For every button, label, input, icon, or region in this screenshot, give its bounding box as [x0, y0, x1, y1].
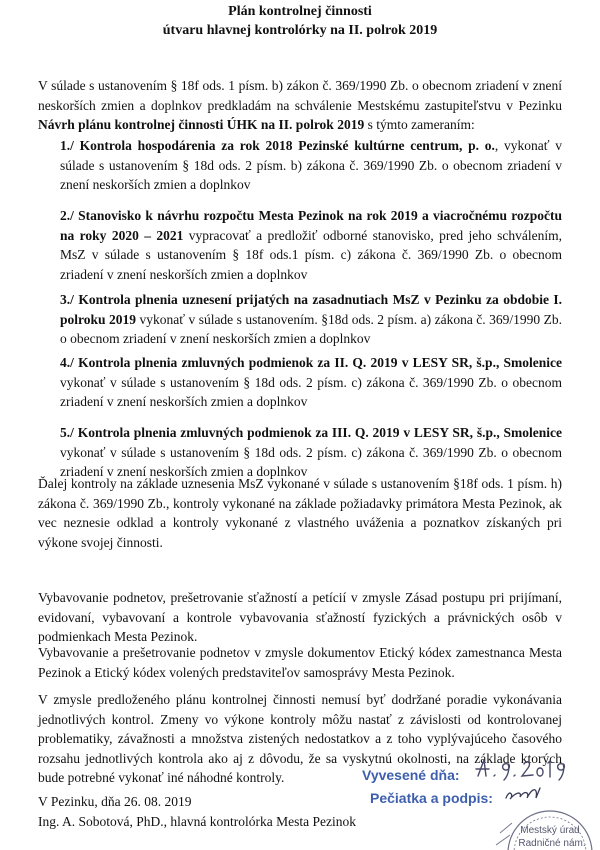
plan-item-3 [60, 290, 562, 349]
item-heading: Stanovisko k návrhu rozpočtu Mesta Pezinok na rok 2019 a viacročnému rozpočtu na roky 2020 – 2021 [60, 208, 562, 243]
document-title: Plán kontrolnej činnosti [228, 4, 372, 19]
plan-item-2 [60, 206, 562, 284]
plan-item-1 [60, 136, 562, 195]
item-text: vykonať v súlade s ustanovením § 18d ods. 2 písm. c) zákona č. 369/1990 Zb. o obecnom zriadení v znení neskorších zmien a doplnkov [60, 444, 562, 479]
intro-bold: Návrh plánu kontrolnej činnosti ÚHK na II. polrok 2019 [38, 117, 365, 132]
plan-item-4 [60, 353, 562, 412]
paragraph-additional-controls: Ďalej kontroly na základe uznesenia MsZ vykonané v súlade s ustanovením §18f ods. 1 písm. h) zákona č. 369/1990 Zb., kontroly vykonané na základe požiadavky primátora Mesta Pezinok, ak vec neznesie odklad a kontroly vykonané z vlastného uváženia a poznatkov získaných pri výkone svojej činnosti. [38, 476, 562, 550]
item-number: 3./ [60, 292, 74, 307]
paragraph-ethics: Vybavovanie a prešetrovanie podnetov v zmysle dokumentov Etický kódex zamestnanca Mesta Pezinok a Etický kódex volených predstaviteľov samosprávy Mesta Pezinok. [38, 645, 562, 680]
document-subtitle: útvaru hlavnej kontrolórky na II. polrok 2019 [162, 23, 438, 38]
plan-item-5 [60, 423, 562, 482]
item-heading: Kontrola plnenia zmluvných podmienok za II. Q. 2019 v LESY SR, š.p., Smolenice [78, 355, 562, 370]
item-heading: Kontrola plnenia uznesení prijatých na zasadnutiach MsZ v Pezinku za obdobie I. polroku 2019 [60, 292, 563, 327]
item-number: 2./ [60, 208, 74, 223]
intro-text: V súlade s ustanovením § 18f ods. 1 písm. b) zákon č. 369/1990 Zb. o obecnom zriadení v znení neskorších zmien a doplnkov predkladám na schválenie Mestskému zastupiteľstvu v Pezinku [38, 78, 562, 113]
office-stamp [490, 805, 600, 850]
item-heading: Kontrola plnenia zmluvných podmienok za III. Q. 2019 v LESY SR, š.p., Smolenice [77, 425, 563, 440]
place-date: V Pezinku, dňa 26. 08. 2019 [38, 794, 192, 809]
signatory: Ing. A. Sobotová, PhD., hlavná kontrolórka Mesta Pezinok [38, 814, 356, 829]
paragraph-order-note: V zmysle predloženého plánu kontrolnej činnosti nemusí byť dodržané poradie vykonávania jednotlivých kontrol. Zmeny vo výkone kontroly môžu nastať z závislosti od kontrolovanej problematiky, závažnosti a množstva zistených nedostatkov a z toho vyplývajúceho časového rozsahu jednotlivých kontrola ako aj z dôvodu, že sa vyskytnú okolnosti, na základe ktorých bude potrebné vykonať iné náhodné kontroly. [38, 692, 562, 785]
paragraph-complaints: Vybavovanie podnetov, prešetrovanie sťažností a petícií v zmysle Zásad postupu pri prijímaní, evidovaní, vybavovaní a kontrole vybavovania sťažností fyzických a právnických osôb v podmienkach Mesta Pezinok. [38, 590, 562, 644]
item-heading: Kontrola hospodárenia za rok 2018 Pezinské kultúrne centrum, p. o. [79, 138, 495, 153]
stamp-label: Pečiatka a podpis: [370, 790, 493, 806]
stamp-line-2: Radničné nám. [518, 838, 586, 849]
intro-end: s týmto zameraním: [364, 117, 475, 132]
item-text: vypracovať a predložiť odborné stanovisko, pred jeho schválením, MsZ v súlade s ustanovením § 18f ods.1 písm. c) zákona č. 369/1990 Zb. o obecnom zriadení v znení neskorších zmien a doplnkov [60, 227, 563, 282]
item-text: , vykonať v súlade s ustanovením § 18d ods. 2 písm. b) zákona č. 369/1990 Zb. o obecnom zriadení v znení neskorších zmien a doplnkov [60, 138, 563, 192]
item-number: 1./ [60, 138, 74, 153]
item-text: vykonať v súlade s ustanovením. §18d ods. 2 písm. a) zákona č. 369/1990 Zb. o obecnom zriadení v znení neskorších zmien a doplnkov [60, 311, 562, 346]
intro-paragraph [38, 76, 562, 135]
posted-label: Vyvesené dňa: [362, 767, 460, 783]
handwritten-signature [500, 782, 560, 806]
stamp-line-1: Mestský úrad [520, 825, 580, 836]
item-number: 5./ [60, 425, 74, 440]
item-number: 4./ [60, 355, 74, 370]
item-text: vykonať v súlade s ustanovením § 18d ods. 2 písm. c) zákona č. 369/1990 Zb. o obecnom zriadení v znení neskorších zmien a doplnkov [60, 374, 562, 409]
